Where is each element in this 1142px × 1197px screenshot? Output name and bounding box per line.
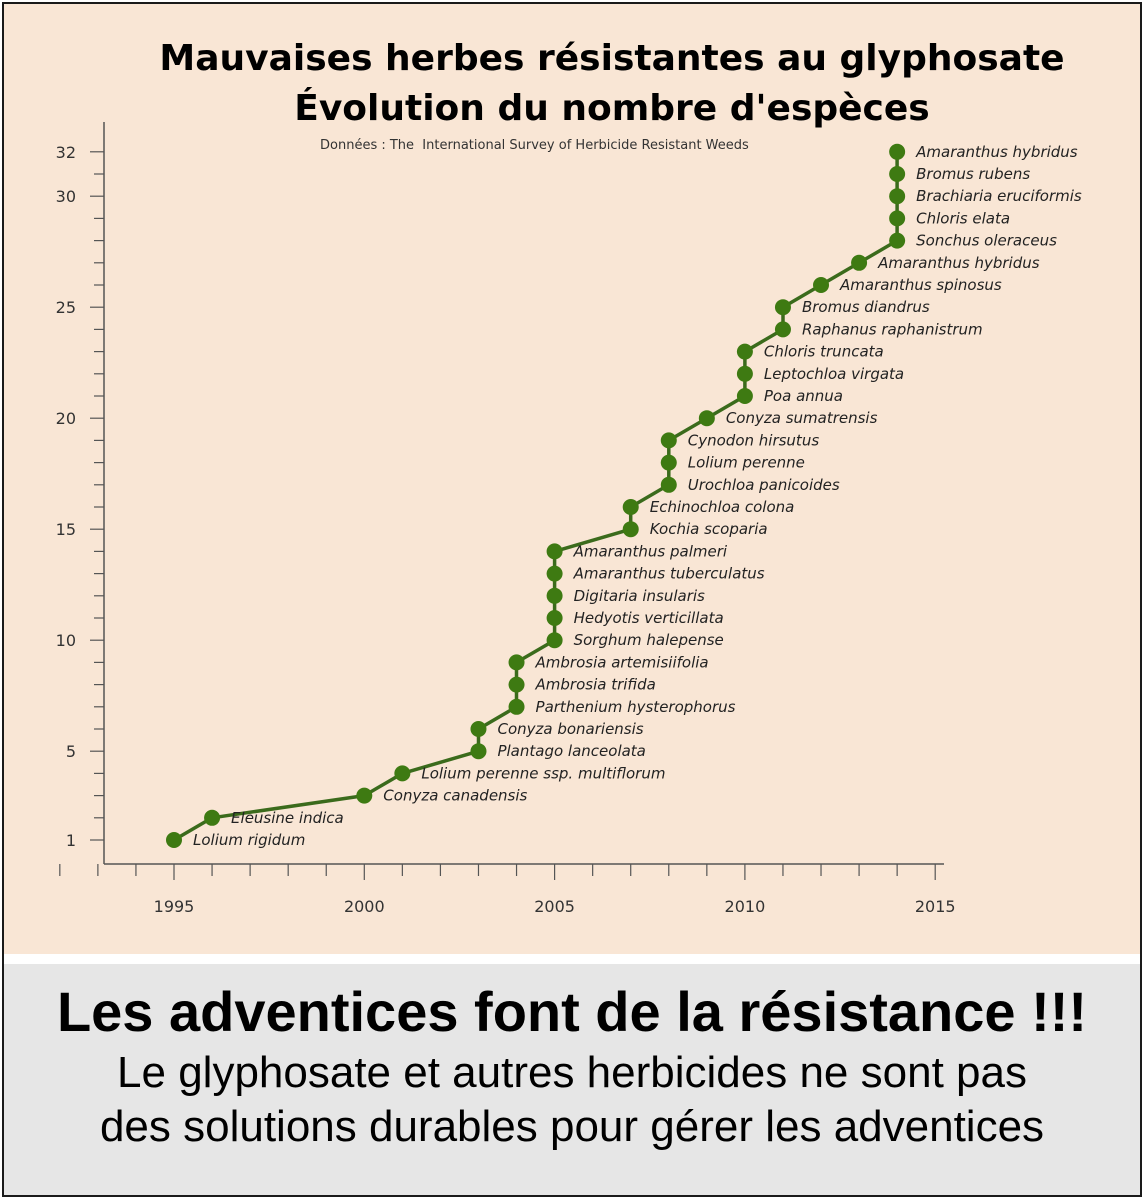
data-label: Chloris elata xyxy=(916,209,1011,228)
banner-subtext-line1: Le glyphosate et autres herbicides ne sont pas xyxy=(117,1048,1027,1097)
chart-source-note: Données : The International Survey of Herbicide Resistant Weeds xyxy=(320,138,749,153)
data-label: Conyza sumatrensis xyxy=(725,409,878,428)
chart-title-line1: Mauvaises herbes résistantes au glyphosate xyxy=(159,38,1065,79)
data-point xyxy=(775,299,791,315)
data-label: Raphanus raphanistrum xyxy=(801,320,983,339)
data-point xyxy=(889,210,905,226)
x-tick-label: 2015 xyxy=(914,897,956,916)
message-banner xyxy=(4,964,1140,1195)
data-point xyxy=(509,677,525,693)
data-point xyxy=(470,721,486,737)
data-point xyxy=(470,743,486,759)
data-label: Echinochloa colona xyxy=(649,498,795,516)
data-label: Ambrosia artemisiifolia xyxy=(535,653,709,672)
data-point xyxy=(166,832,182,848)
data-point xyxy=(356,788,372,804)
data-point xyxy=(547,610,563,626)
data-point xyxy=(547,566,563,582)
data-point xyxy=(851,255,867,271)
data-point xyxy=(737,344,753,360)
data-label: Eleusine indica xyxy=(231,808,344,827)
data-point xyxy=(775,321,791,337)
section-divider xyxy=(4,954,1140,964)
data-point xyxy=(699,410,715,426)
data-point xyxy=(547,632,563,648)
data-point xyxy=(547,588,563,604)
banner-subtext xyxy=(4,1046,1140,1154)
data-point xyxy=(889,144,905,160)
y-tick-label: 32 xyxy=(55,142,76,162)
x-tick-label: 1995 xyxy=(153,897,195,916)
data-label: Lolium perenne xyxy=(687,453,805,472)
data-label: Bromus rubens xyxy=(916,165,1031,183)
data-point xyxy=(623,499,639,515)
data-label: Urochloa panicoides xyxy=(687,475,840,494)
data-label: Conyza canadensis xyxy=(383,786,528,805)
data-label: Hedyotis verticillata xyxy=(573,609,724,627)
y-tick-label: 5 xyxy=(65,742,76,762)
data-label: Amaranthus hybridus xyxy=(878,253,1040,272)
data-label: Kochia scoparia xyxy=(649,520,768,539)
y-tick-label: 25 xyxy=(55,298,76,318)
data-label: Digitaria insularis xyxy=(573,586,705,605)
banner-subtext-line2: des solutions durables pour gérer les adventices xyxy=(99,1102,1045,1151)
banner-headline: Les adventices font de la résistance !!! xyxy=(56,980,1088,1043)
data-point xyxy=(889,188,905,204)
x-tick-label: 2005 xyxy=(534,897,575,916)
data-point xyxy=(204,810,220,826)
data-point xyxy=(661,432,677,448)
data-label: Amaranthus spinosus xyxy=(840,276,1002,294)
data-label: Lolium perenne ssp. multiflorum xyxy=(421,764,666,783)
data-label: Sorghum halepense xyxy=(573,631,724,650)
data-point xyxy=(661,455,677,471)
data-label: Poa annua xyxy=(763,387,843,405)
data-label: Lolium rigidum xyxy=(193,831,306,849)
data-label: Leptochloa virgata xyxy=(763,364,905,383)
data-point xyxy=(737,366,753,382)
data-label: Amaranthus hybridus xyxy=(916,142,1078,161)
data-point xyxy=(623,521,639,537)
chart-subtitle: Évolution du nombre d'espèces xyxy=(294,88,930,129)
data-label: Brachiaria eruciformis xyxy=(916,187,1082,206)
data-point xyxy=(547,543,563,559)
data-point xyxy=(889,233,905,249)
infographic-frame xyxy=(2,2,1142,1197)
data-label: Sonchus oleraceus xyxy=(916,231,1057,250)
y-tick-label: 1 xyxy=(65,831,76,850)
data-point xyxy=(661,477,677,493)
x-tick-label: 2010 xyxy=(724,897,766,916)
y-tick-label: 30 xyxy=(55,187,76,207)
data-point xyxy=(813,277,829,293)
y-tick-label: 10 xyxy=(55,631,76,651)
data-label: Amaranthus tuberculatus xyxy=(573,564,765,583)
data-label: Cynodon hirsutus xyxy=(687,431,820,450)
data-point xyxy=(394,765,410,781)
data-label: Bromus diandrus xyxy=(801,298,930,317)
data-point xyxy=(509,654,525,670)
y-tick-label: 15 xyxy=(55,520,76,540)
chart-title xyxy=(84,34,1140,134)
data-label: Amaranthus palmeri xyxy=(573,542,728,561)
data-label: Plantago lanceolata xyxy=(497,742,646,761)
x-tick-label: 2000 xyxy=(343,897,385,916)
data-label: Ambrosia trifida xyxy=(535,675,656,694)
data-label: Conyza bonariensis xyxy=(497,720,644,738)
data-label: Chloris truncata xyxy=(763,342,884,361)
data-point xyxy=(509,699,525,715)
y-tick-label: 20 xyxy=(55,409,76,429)
data-point xyxy=(889,166,905,182)
data-label: Parthenium hysterophorus xyxy=(535,697,736,716)
data-point xyxy=(737,388,753,404)
